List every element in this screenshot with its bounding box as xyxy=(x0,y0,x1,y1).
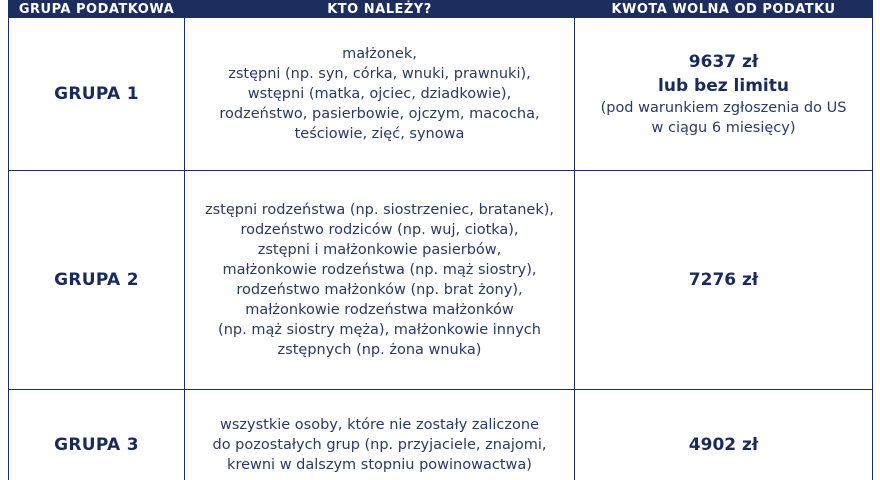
member-line: zstępni i małżonkowie pasierbów, xyxy=(257,242,502,258)
table-row xyxy=(9,390,873,480)
member-line: teściowie, zięć, synowa xyxy=(294,126,465,142)
member-line: rodzeństwo, pasierbowie, ojczym, macocha, xyxy=(219,106,540,122)
member-line: małżonek, xyxy=(342,46,417,62)
amount-value: 9637 zł xyxy=(688,52,759,72)
member-line: wstępni (matka, ojciec, dziadkowie), xyxy=(247,86,512,102)
group-members xyxy=(185,171,575,390)
table-row xyxy=(9,171,873,390)
table-row xyxy=(9,18,873,171)
member-line: (np. mąż siostry męża), małżonkowie innych xyxy=(218,322,541,338)
member-line: krewni w dalszym stopniu powinowactwa) xyxy=(227,457,532,473)
member-line: rodzeństwo małżonków (np. brat żony), xyxy=(236,282,523,298)
tax-free-amount xyxy=(575,18,873,171)
amount-note: w ciągu 6 miesięcy) xyxy=(651,120,796,136)
header-tax-free-amount: KWOTA WOLNA OD PODATKU xyxy=(575,0,873,18)
group-name: GRUPA 2 xyxy=(9,171,185,390)
group-members xyxy=(185,18,575,171)
member-line: rodzeństwo rodziców (np. wuj, ciotka), xyxy=(240,222,519,238)
amount-value: 7276 zł xyxy=(688,270,759,290)
member-line: do pozostałych grup (np. przyjaciele, znajomi, xyxy=(212,437,547,453)
group-name: GRUPA 1 xyxy=(9,18,185,171)
member-line: małżonkowie rodzeństwa małżonków xyxy=(245,302,514,318)
amount-value: lub bez limitu xyxy=(658,76,789,96)
tax-free-amount xyxy=(575,390,873,480)
member-line: wszystkie osoby, które nie zostały zaliczone xyxy=(219,417,539,433)
header-who-belongs: KTO NALEŻY? xyxy=(185,0,575,18)
table-header-row xyxy=(9,0,873,18)
header-tax-group: GRUPA PODATKOWA xyxy=(9,0,185,18)
amount-note: (pod warunkiem zgłoszenia do US xyxy=(600,100,847,116)
amount-value: 4902 zł xyxy=(688,435,759,455)
member-line: małżonkowie rodzeństwa (np. mąż siostry), xyxy=(222,262,537,278)
member-line: zstępnych (np. żona wnuka) xyxy=(277,342,482,358)
tax-free-amount xyxy=(575,171,873,390)
tax-group-table xyxy=(8,0,873,480)
group-members xyxy=(185,390,575,480)
member-line: zstępni rodzeństwa (np. siostrzeniec, bratanek), xyxy=(204,202,555,218)
member-line: zstępni (np. syn, córka, wnuki, prawnuki), xyxy=(228,66,531,82)
group-name: GRUPA 3 xyxy=(9,390,185,480)
